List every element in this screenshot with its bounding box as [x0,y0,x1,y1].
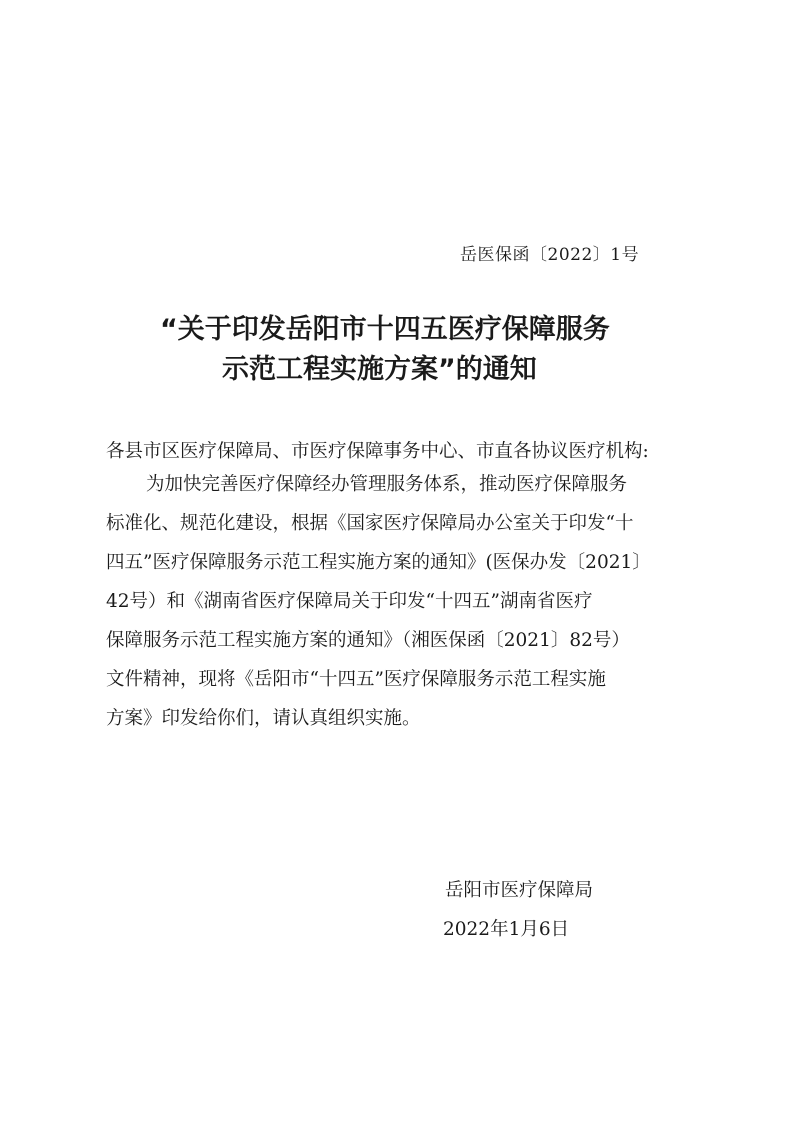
body-line: 为加快完善医疗保障经办管理服务体系，推动医疗保障服务 [146,474,628,495]
signature-date: 2022年1月6日 [443,919,570,940]
title-line-1: “关于印发岳阳市十四五医疗保障服务 [160,314,610,345]
body-line: 方案》印发给你们，请认真组织实施。 [106,708,421,729]
document-number: 岳医保函〔2022〕1号 [460,245,640,265]
title-line-2: 示范工程实施方案”的通知 [222,354,537,385]
body-line: 保障服务示范工程实施方案的通知》（湘医保函〔2021〕82号） [106,630,630,651]
body-line: 四五”医疗保障服务示范工程实施方案的通知》(医保办发〔2021〕 [106,552,651,573]
body-line: 文件精神，现将《岳阳市“十四五”医疗保障服务示范工程实施 [106,669,606,690]
body-line: 标准化、规范化建设，根据《国家医疗保障局办公室关于印发“十 [106,513,634,534]
signature-organization: 岳阳市医疗保障局 [445,880,594,901]
salutation: 各县市区医疗保障局、市医疗保障事务中心、市直各协议医疗机构: [106,441,649,462]
body-line: 42号）和《湖南省医疗保障局关于印发“十四五”湖南省医疗 [106,591,593,612]
